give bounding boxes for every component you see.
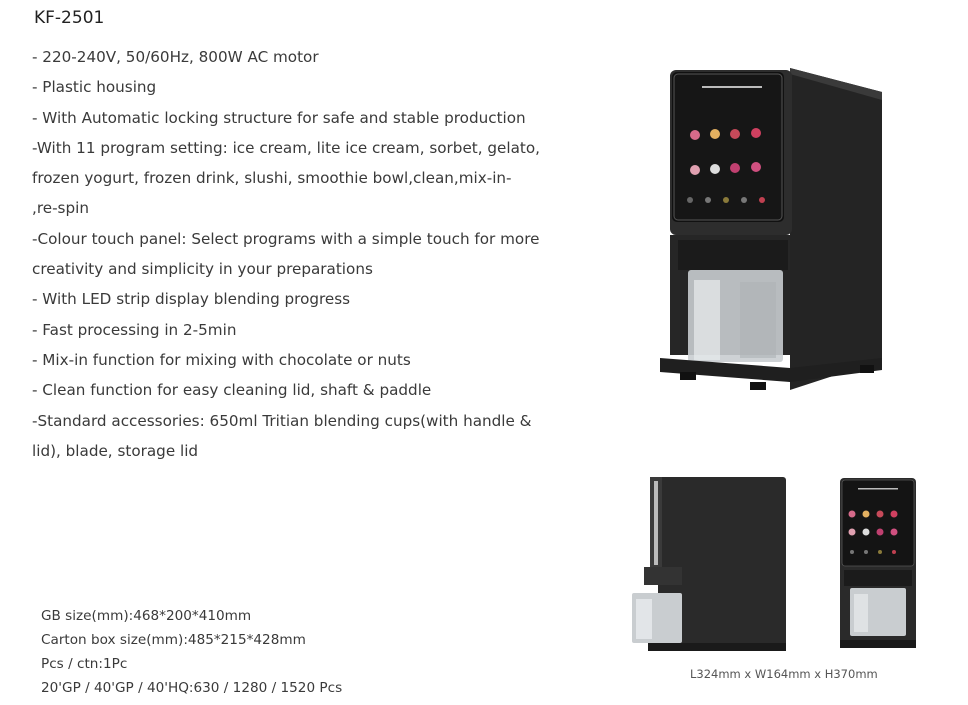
- product-title: KF-2501: [34, 8, 105, 28]
- spec-list: [32, 42, 592, 466]
- spec-item: -Standard accessories: 650ml Tritian blending cups(with handle &: [32, 411, 532, 430]
- spec-item: - With Automatic locking structure for safe and stable production: [32, 108, 526, 127]
- spec-item: frozen yogurt, frozen drink, slushi, smoothie bowl,clean,mix-in-: [32, 169, 512, 188]
- packing-line: Carton box size(mm):485*215*428mm: [41, 632, 306, 648]
- spec-item: - Fast processing in 2-5min: [32, 320, 237, 339]
- packing-info: [41, 604, 342, 700]
- packing-line: GB size(mm):468*200*410mm: [41, 608, 252, 624]
- product-image-front: [838, 476, 918, 654]
- packing-line: 20'GP / 40'GP / 40'HQ:630 / 1280 / 1520 Pcs: [41, 680, 343, 696]
- spec-item: -With 11 program setting: ice cream, lite ice cream, sorbet, gelato,: [32, 138, 540, 157]
- spec-item: creativity and simplicity in your preparations: [32, 260, 373, 279]
- spec-item: - 220-240V, 50/60Hz, 800W AC motor: [32, 48, 319, 66]
- spec-item: - With LED strip display blending progress: [32, 290, 351, 309]
- product-image-side: [630, 475, 790, 655]
- spec-item: - Clean function for easy cleaning lid, shaft & paddle: [32, 381, 432, 400]
- spec-item: ,re-spin: [32, 199, 89, 218]
- spec-item: - Mix-in function for mixing with chocolate or nuts: [32, 350, 411, 369]
- spec-item: lid), blade, storage lid: [32, 441, 199, 460]
- spec-item: - Plastic housing: [32, 78, 157, 97]
- packing-line: Pcs / ctn:1Pc: [41, 656, 128, 672]
- product-image-main: [650, 60, 890, 400]
- dimensions-label: L324mm x W164mm x H370mm: [690, 667, 878, 681]
- spec-item: -Colour touch panel: Select programs with a simple touch for more: [32, 229, 540, 248]
